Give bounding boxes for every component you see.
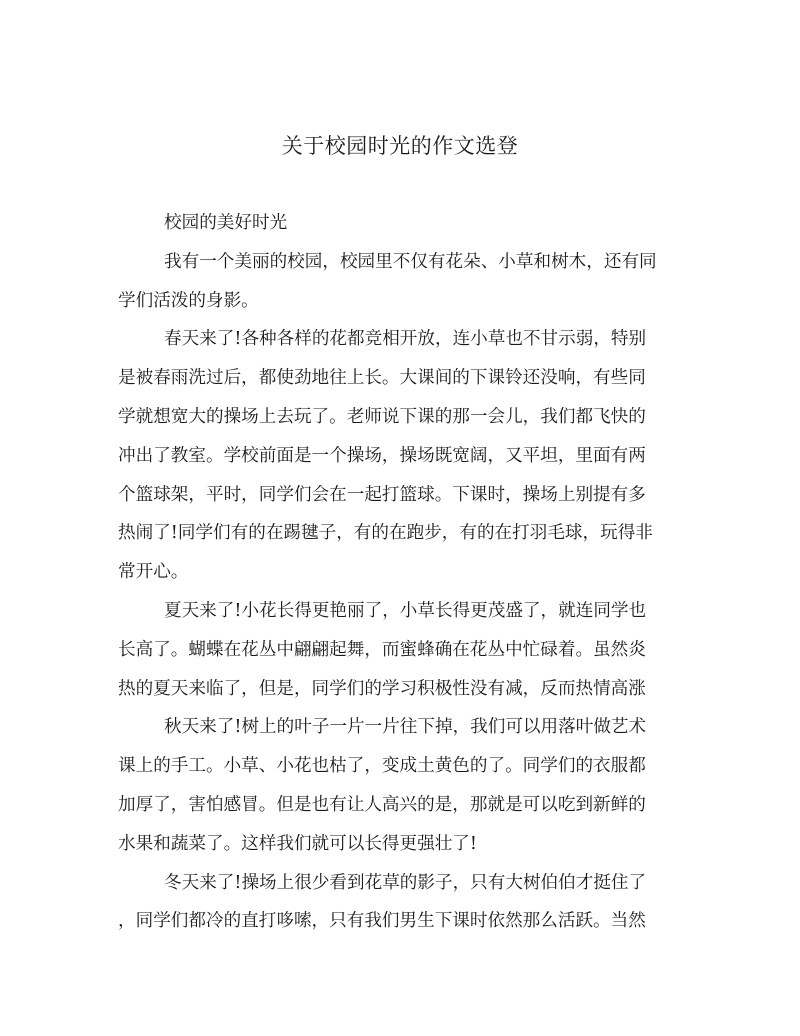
text-line: 冲出了教室。学校前面是一个操场，操场既宽阔，又平坦，里面有两 — [118, 445, 646, 466]
document-title: 关于校园时光的作文选登 — [281, 134, 519, 158]
text-line: 热闹了!同学们有的在踢毽子，有的在跑步，有的在打羽毛球，玩得非 — [118, 523, 653, 544]
text-line: 春天来了!各种各样的花都竞相开放，连小草也不甘示弱，特别 — [164, 329, 647, 350]
text-line: 个篮球架，平时，同学们会在一起打篮球。下课时，操场上别提有多 — [118, 484, 646, 505]
text-line: 冬天来了!操场上很少看到花草的影子，只有大树伯伯才挺住了 — [164, 872, 647, 893]
text-line: 水果和蔬菜了。这样我们就可以长得更强壮了! — [118, 833, 477, 854]
text-line: 夏天来了!小花长得更艳丽了，小草长得更茂盛了，就连同学也 — [164, 600, 647, 621]
text-line: ，同学们都冷的直打哆嗦，只有我们男生下课时依然那么活跃。当然 — [118, 911, 646, 932]
text-line: 常开心。 — [118, 562, 189, 583]
text-line: 秋天来了!树上的叶子一片一片往下掉，我们可以用落叶做艺术 — [164, 717, 647, 738]
text-line: 加厚了，害怕感冒。但是也有让人高兴的是，那就是可以吃到新鲜的 — [118, 794, 646, 815]
text-line: 学就想宽大的操场上去玩了。老师说下课的那一会儿，我们都飞快的 — [118, 406, 646, 427]
text-line: 我有一个美丽的校园，校园里不仅有花朵、小草和树木，还有同 — [164, 251, 657, 272]
text-line: 学们活泼的身影。 — [118, 290, 259, 311]
document-body — [118, 204, 682, 941]
text-line: 长高了。蝴蝶在花丛中翩翩起舞，而蜜蜂确在花丛中忙碌着。虽然炎 — [118, 639, 646, 660]
text-line: 热的夏天来临了，但是，同学们的学习积极性没有减，反而热情高涨 — [118, 678, 646, 699]
text-line: 是被春雨洗过后，都使劲地往上长。大课间的下课铃还没响，有些同 — [118, 368, 646, 389]
text-line: 课上的手工。小草、小花也枯了，变成土黄色的了。同学们的衣服都 — [118, 756, 646, 777]
text-line: 校园的美好时光 — [164, 213, 288, 233]
